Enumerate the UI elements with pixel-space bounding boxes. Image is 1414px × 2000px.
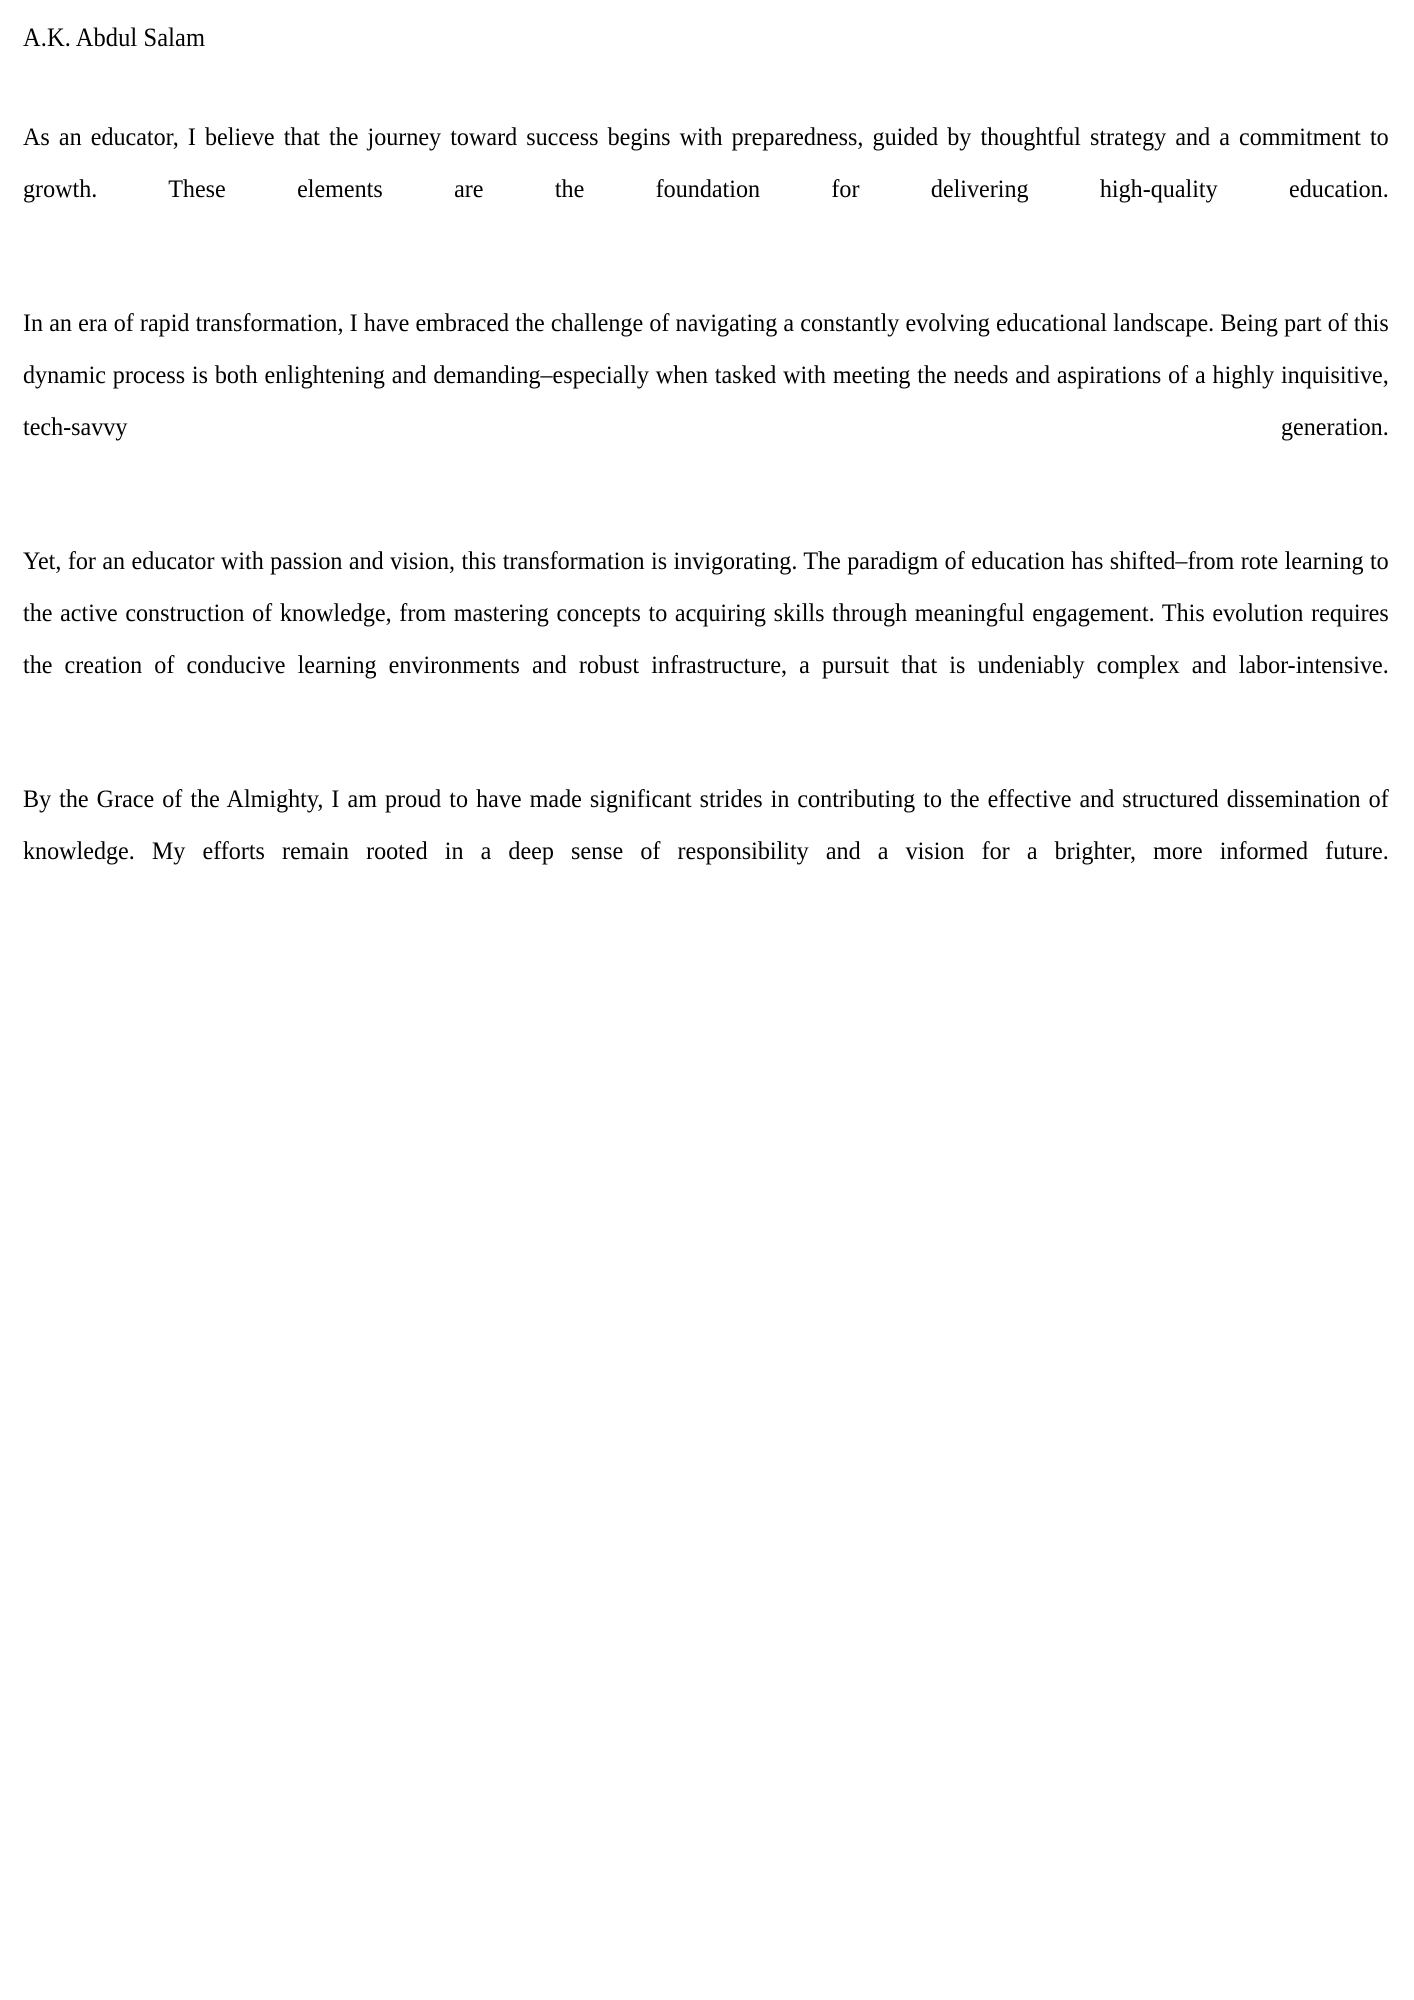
paragraph-1: As an educator, I believe that the journey toward success begins with preparedness, guided by thoughtful strategy and a commitment to growth. These elements are the foundation for delivering high-quality education. (23, 121, 1389, 203)
spacer-3 (23, 743, 1389, 773)
spacer-after-author (23, 55, 1389, 111)
paragraph-4: By the Grace of the Almighty, I am proud to have made significant strides in contributing to the effective and structured dissemination of knowledge. My efforts remain rooted in a deep sense of responsibility and a vision for a brighter, more informed future. (23, 783, 1389, 865)
spacer-1 (23, 267, 1389, 297)
paragraph-2: In an era of rapid transformation, I have embraced the challenge of navigating a constantly evolving educational landscape. Being part of this dynamic process is both enlightening and demanding–especially when tasked with meeting the needs and aspirations of a highly inquisitive, tech-savvy generation. (23, 307, 1389, 441)
paragraph-3: Yet, for an educator with passion and vision, this transformation is invigorating. The paradigm of education has shifted–from rote learning to the active construction of knowledge, from mastering concepts to acquiring skills through meaningful engagement. This evolution requires the creation of conducive learning environments and robust infrastructure, a pursuit that is undeniably complex and labor-intensive. (23, 545, 1389, 679)
document-body (7, 22, 1407, 929)
author-name: A.K. Abdul Salam (23, 23, 206, 52)
spacer-2 (23, 505, 1389, 535)
